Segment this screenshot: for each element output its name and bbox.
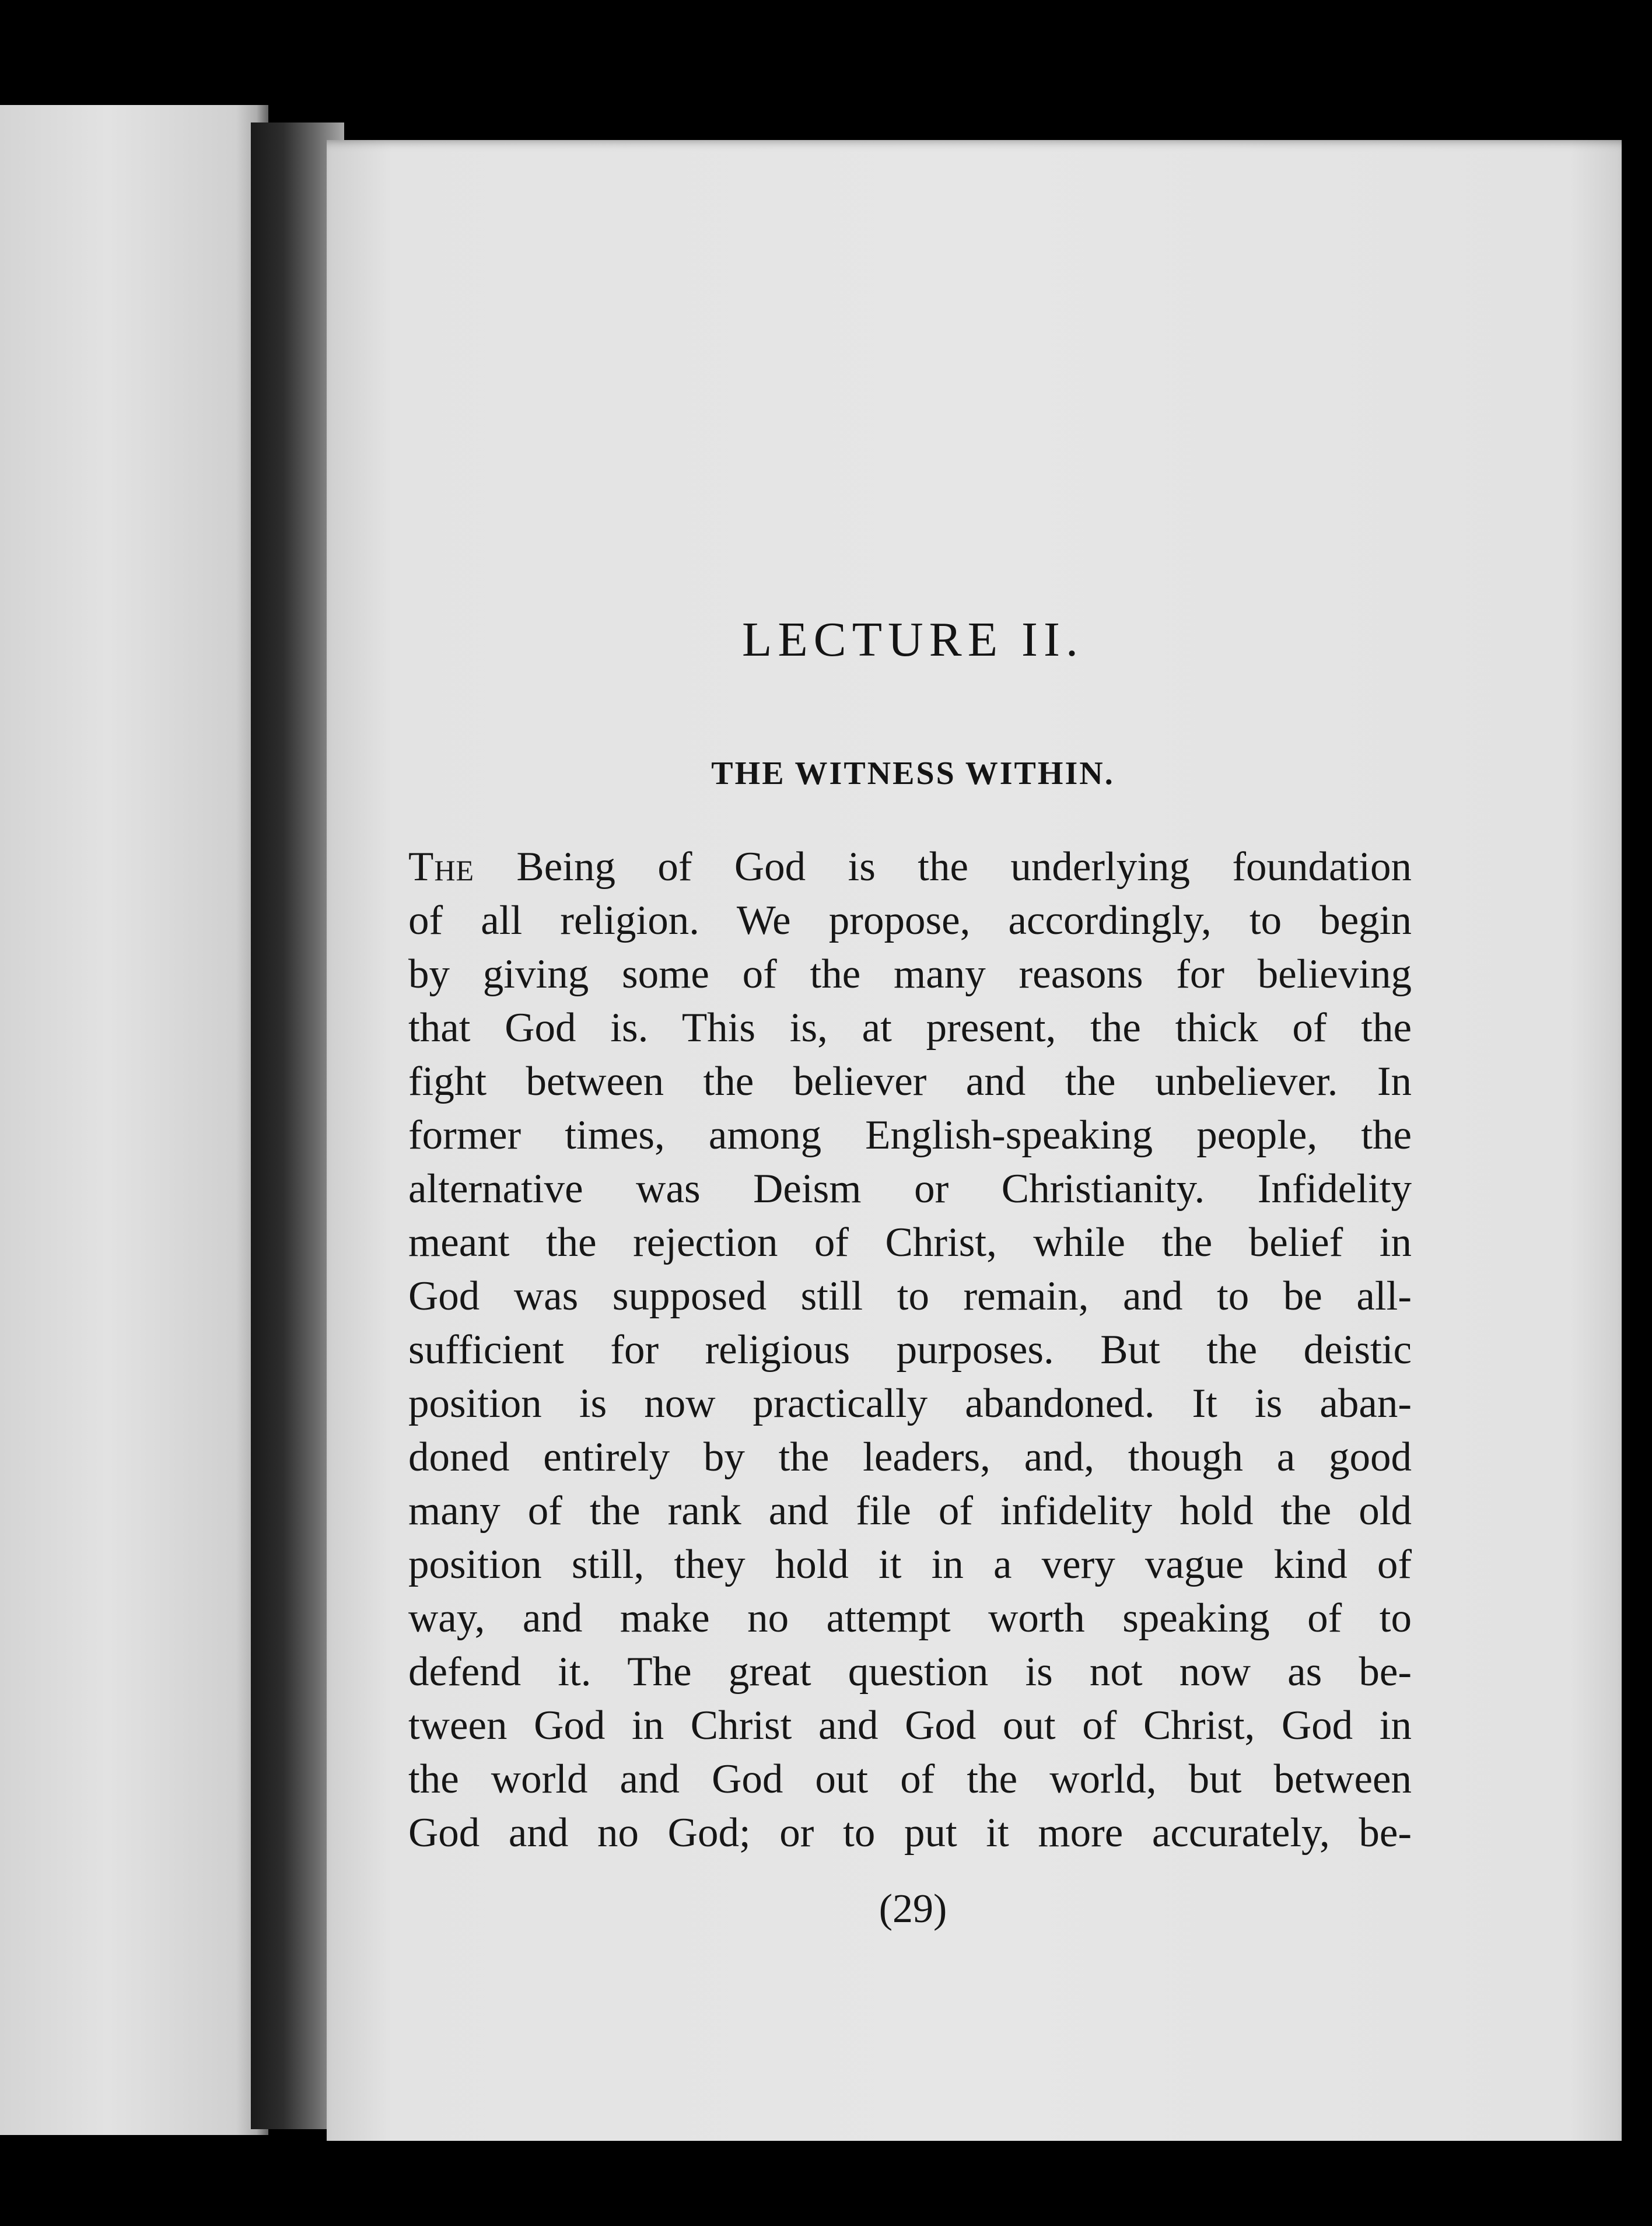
body-line: defend it. The great question is not now as be-	[408, 1649, 1412, 1695]
body-line	[408, 840, 1412, 894]
body-line: of all religion. We propose, accordingly, to begin	[408, 898, 1412, 943]
body-line: God was supposed still to remain, and to be all-	[408, 1273, 1412, 1319]
body-line: by giving some of the many reasons for believing	[408, 951, 1412, 997]
body-line: many of the rank and file of infidelity hold the old	[408, 1488, 1412, 1534]
body-line: alternative was Deism or Christianity. Infidelity	[408, 1166, 1412, 1212]
body-line: tween God in Christ and God out of Christ, God in	[408, 1703, 1412, 1748]
body-line: sufficient for religious purposes. But the deistic	[408, 1327, 1412, 1373]
body-line: the world and God out of the world, but between	[408, 1756, 1412, 1802]
body-line: position still, they hold it in a very vague kind of	[408, 1542, 1412, 1587]
lecture-heading: LECTURE II.	[742, 612, 1084, 667]
section-heading: THE WITNESS WITHIN.	[711, 755, 1115, 792]
body-line: fight between the believer and the unbeliever. In	[408, 1059, 1412, 1104]
body-line: way, and make no attempt worth speaking of to	[408, 1595, 1412, 1641]
facing-page-left	[0, 105, 268, 2135]
page-number: (29)	[878, 1887, 947, 1931]
body-line: meant the rejection of Christ, while the belief in	[408, 1220, 1412, 1265]
body-line: position is now practically abandoned. It is aban-	[408, 1381, 1412, 1426]
body-text	[408, 840, 1412, 1860]
body-line: doned entirely by the leaders, and, though a good	[408, 1434, 1412, 1480]
body-line: that God is. This is, at present, the thick of the	[408, 1005, 1412, 1051]
body-line: God and no God; or to put it more accurately, be-	[408, 1810, 1412, 1856]
first-line-rest: Being of God is the underlying foundation	[474, 844, 1412, 890]
body-line: former times, among English-speaking people, the	[408, 1112, 1412, 1158]
opening-word: The	[408, 844, 475, 890]
